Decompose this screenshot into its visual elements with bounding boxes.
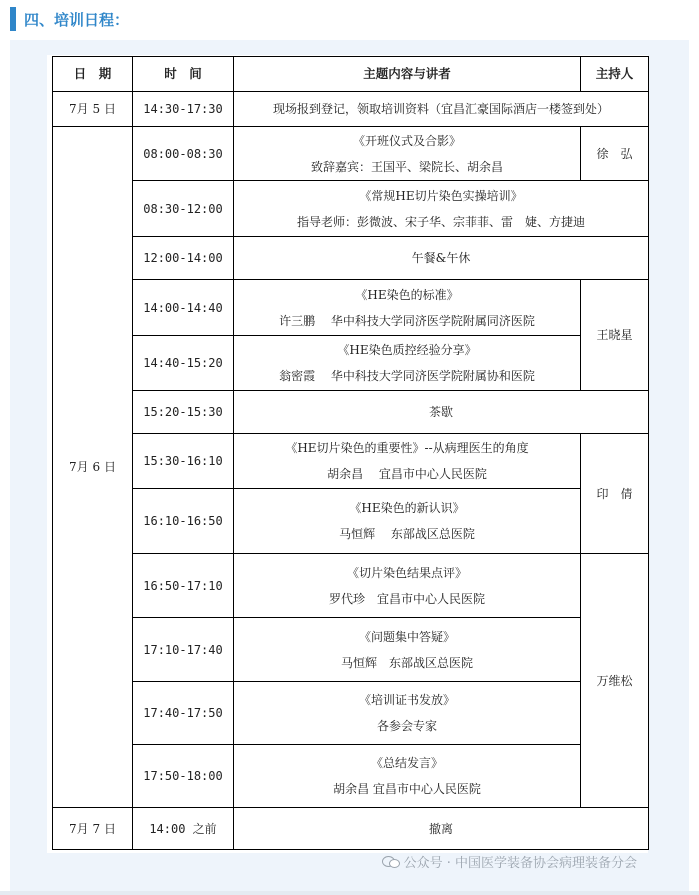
topic-speaker: 许三鹏 华中科技大学同济医学院附属同济医院	[279, 313, 535, 328]
table-row	[53, 92, 649, 127]
time-cell: 17:10-17:40	[133, 618, 234, 682]
topic-title: 《切片染色结果点评》	[346, 565, 467, 580]
topic-title: 《HE染色的标准》	[355, 287, 459, 302]
topic-speaker: 指导老师：彭微波、宋子华、宗菲菲、雷 婕、方捷迪	[296, 214, 585, 229]
topic-title: 《问题集中答疑》	[358, 629, 455, 644]
table-row	[53, 434, 649, 489]
topic-cell	[234, 682, 581, 745]
header-host: 主持人	[581, 57, 649, 92]
training-schedule-table	[52, 56, 649, 850]
topic-title: 《常规HE切片染色实操培训》	[359, 188, 523, 203]
table-row	[53, 808, 649, 850]
topic-cell	[234, 554, 581, 618]
table-row	[53, 336, 649, 391]
topic-cell	[234, 489, 581, 554]
time-cell: 14:00-14:40	[133, 280, 234, 336]
topic-cell: 现场报到登记，领取培训资料（宜昌汇豪国际酒店一楼签到处）	[234, 92, 649, 127]
host-cell: 印 倩	[581, 434, 649, 554]
topic-cell	[234, 745, 581, 808]
topic-speaker: 罗代珍 宜昌市中心人民医院	[328, 591, 485, 606]
topic-cell	[234, 127, 581, 181]
section-header	[10, 6, 129, 32]
topic-cell	[234, 280, 581, 336]
table-row	[53, 554, 649, 618]
time-cell: 17:50-18:00	[133, 745, 234, 808]
date-cell: 7月 5 日	[53, 92, 133, 127]
time-cell: 15:30-16:10	[133, 434, 234, 489]
topic-title: 《HE染色的新认识》	[349, 501, 465, 515]
topic-cell	[234, 434, 581, 489]
topic-title: 《总结发言》	[370, 756, 443, 770]
time-cell: 15:20-15:30	[133, 391, 234, 434]
time-cell: 14:30-17:30	[133, 92, 234, 127]
topic-cell: 撤离	[234, 808, 649, 850]
topic-speaker: 致辞嘉宾：王国平、梁院长、胡余昌	[310, 159, 503, 174]
section-accent-bar	[10, 7, 16, 31]
host-cell: 万维松	[581, 554, 649, 808]
topic-speaker: 各参会专家	[376, 719, 437, 733]
time-cell: 17:40-17:50	[133, 682, 234, 745]
topic-speaker: 马恒辉 东部战区总医院	[340, 655, 473, 670]
table-row	[53, 745, 649, 808]
topic-title: 《HE染色质控经验分享》	[337, 343, 477, 357]
table-row	[53, 237, 649, 280]
topic-speaker: 马恒辉 东部战区总医院	[339, 527, 475, 541]
time-cell: 12:00-14:00	[133, 237, 234, 280]
topic-title: 《培训证书发放》	[358, 693, 455, 707]
topic-speaker: 胡余昌 宜昌市中心人民医院	[333, 782, 481, 796]
bottom-divider	[0, 891, 699, 895]
table-row	[53, 181, 649, 237]
header-topic: 主题内容与讲者	[234, 57, 581, 92]
date-cell: 7月 6 日	[53, 127, 133, 808]
watermark-text: 公众号 · 中国医学装备协会病理装备分会	[403, 856, 637, 871]
topic-title: 《开班仪式及合影》	[352, 133, 461, 148]
host-cell: 徐 弘	[581, 127, 649, 181]
time-cell: 16:10-16:50	[133, 489, 234, 554]
topic-speaker: 胡余昌 宜昌市中心人民医院	[327, 467, 487, 481]
table-row	[53, 280, 649, 336]
topic-speaker: 翁密霞 华中科技大学同济医学院附属协和医院	[279, 369, 535, 383]
table-header-row	[53, 57, 649, 92]
topic-cell	[234, 618, 581, 682]
header-date: 日 期	[53, 57, 133, 92]
wechat-icon	[382, 855, 400, 868]
header-time: 时 间	[133, 57, 234, 92]
watermark	[382, 852, 637, 871]
host-cell: 王晓星	[581, 280, 649, 391]
table-row	[53, 127, 649, 181]
table-row	[53, 618, 649, 682]
time-cell: 14:40-15:20	[133, 336, 234, 391]
time-cell: 08:30-12:00	[133, 181, 234, 237]
date-cell: 7月 7 日	[53, 808, 133, 850]
topic-title: 《HE切片染色的重要性》--从病理医生的角度	[285, 441, 529, 455]
topic-cell: 午餐&午休	[234, 237, 649, 280]
section-title: 四、培训日程：	[24, 10, 130, 29]
time-cell: 14:00 之前	[133, 808, 234, 850]
topic-cell: 茶歇	[234, 391, 649, 434]
table-row	[53, 391, 649, 434]
topic-cell	[234, 336, 581, 391]
table-row	[53, 682, 649, 745]
topic-cell	[234, 181, 649, 237]
table-row	[53, 489, 649, 554]
time-cell: 16:50-17:10	[133, 554, 234, 618]
time-cell: 08:00-08:30	[133, 127, 234, 181]
